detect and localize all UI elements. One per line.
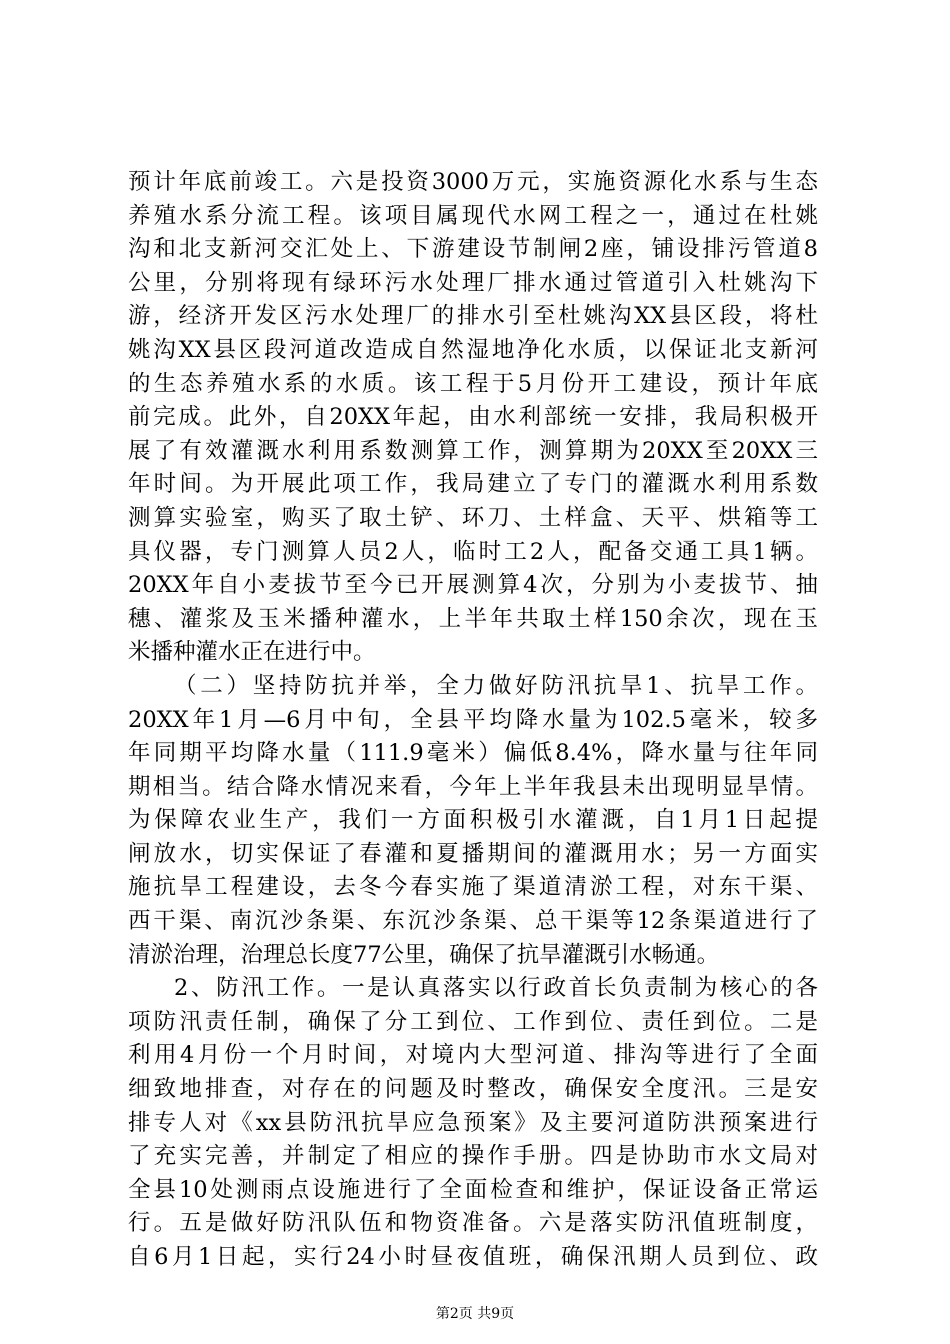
text-line: 预计年底前竣工。六是投资3000万元，实施资源化水系与生态: [128, 169, 818, 195]
text-line: 2、防汛工作。一是认真落实以行政首长负责制为核心的各: [174, 975, 818, 1002]
text-line: （二）坚持防抗并举，全力做好防汛抗旱1、抗旱工作。: [174, 672, 818, 699]
text-line: 展了有效灌溉水利用系数测算工作，测算期为20XX至20XX三: [128, 437, 818, 464]
text-line: 穗、灌浆及玉米播种灌水，上半年共取土样150余次，现在玉: [128, 605, 818, 632]
text-line: 的生态养殖水系的水质。该工程于5月份开工建设，预计年底: [128, 370, 818, 397]
text-line: 全县10处测雨点设施进行了全面检查和维护，保证设备正常运: [128, 1176, 818, 1203]
text-line: 西干渠、南沉沙条渠、东沉沙条渠、总干渠等12条渠道进行了: [128, 908, 818, 935]
text-line: 年同期平均降水量（111.9毫米）偏低8.4%，降水量与往年同: [128, 740, 818, 767]
text-line: 测算实验室，购买了取土铲、环刀、土样盒、天平、烘箱等工: [128, 504, 818, 531]
text-line: 利用4月份一个月时间，对境内大型河道、排沟等进行了全面: [128, 1042, 818, 1069]
text-line: 20XX年1月—6月中旬，全县平均降水量为102.5毫米，较多: [128, 706, 818, 733]
text-line: 姚沟XX县区段河道改造成自然湿地净化水质，以保证北支新河: [128, 336, 818, 363]
text-line: 前完成。此外，自20XX年起，由水利部统一安排，我局积极开: [128, 404, 818, 431]
text-line: 闸放水，切实保证了春灌和夏播期间的灌溉用水；另一方面实: [128, 840, 818, 867]
text-line: 清淤治理，治理总长度77公里，确保了抗旱灌溉引水畅通。: [128, 941, 720, 968]
text-line: 排专人对《xx县防汛抗旱应急预案》及主要河道防洪预案进行: [128, 1109, 818, 1136]
text-line: 期相当。结合降水情况来看，今年上半年我县未出现明显旱情。: [128, 773, 818, 800]
text-line: 具仪器，专门测算人员2人，临时工2人，配备交通工具1辆。: [128, 538, 818, 565]
text-line: 细致地排查，对存在的问题及时整改，确保安全度汛。三是安: [128, 1076, 818, 1103]
page-footer: 第2页 共9页: [435, 1306, 515, 1322]
text-line: 米播种灌水正在进行中。: [128, 639, 376, 666]
text-line: 项防汛责任制，确保了分工到位、工作到位、责任到位。二是: [128, 1008, 818, 1035]
text-line: 了充实完善，并制定了相应的操作手册。四是协助市水文局对: [128, 1143, 818, 1170]
text-line: 游，经济开发区污水处理厂的排水引至杜姚沟XX县区段，将杜: [128, 303, 818, 330]
document-body: [128, 166, 818, 1275]
text-line: 自6月1日起，实行24小时昼夜值班，确保汛期人员到位、政: [128, 1244, 818, 1270]
text-line: 年时间。为开展此项工作，我局建立了专门的灌溉水利用系数: [128, 471, 818, 498]
text-line: 公里，分别将现有绿环污水处理厂排水通过管道引入杜姚沟下: [128, 269, 818, 296]
text-line: 为保障农业生产，我们一方面积极引水灌溉，自1月1日起提: [128, 807, 818, 834]
text-line: 20XX年自小麦拔节至今已开展测算4次，分别为小麦拔节、抽: [128, 572, 818, 599]
text-line: 养殖水系分流工程。该项目属现代水网工程之一，通过在杜姚: [128, 202, 818, 229]
text-line: 沟和北支新河交汇处上、下游建设节制闸2座，铺设排污管道8: [128, 236, 818, 263]
text-line: 行。五是做好防汛队伍和物资准备。六是落实防汛值班制度，: [128, 1210, 818, 1237]
text-line: 施抗旱工程建设，去冬今春实施了渠道清淤工程，对东干渠、: [128, 874, 818, 901]
